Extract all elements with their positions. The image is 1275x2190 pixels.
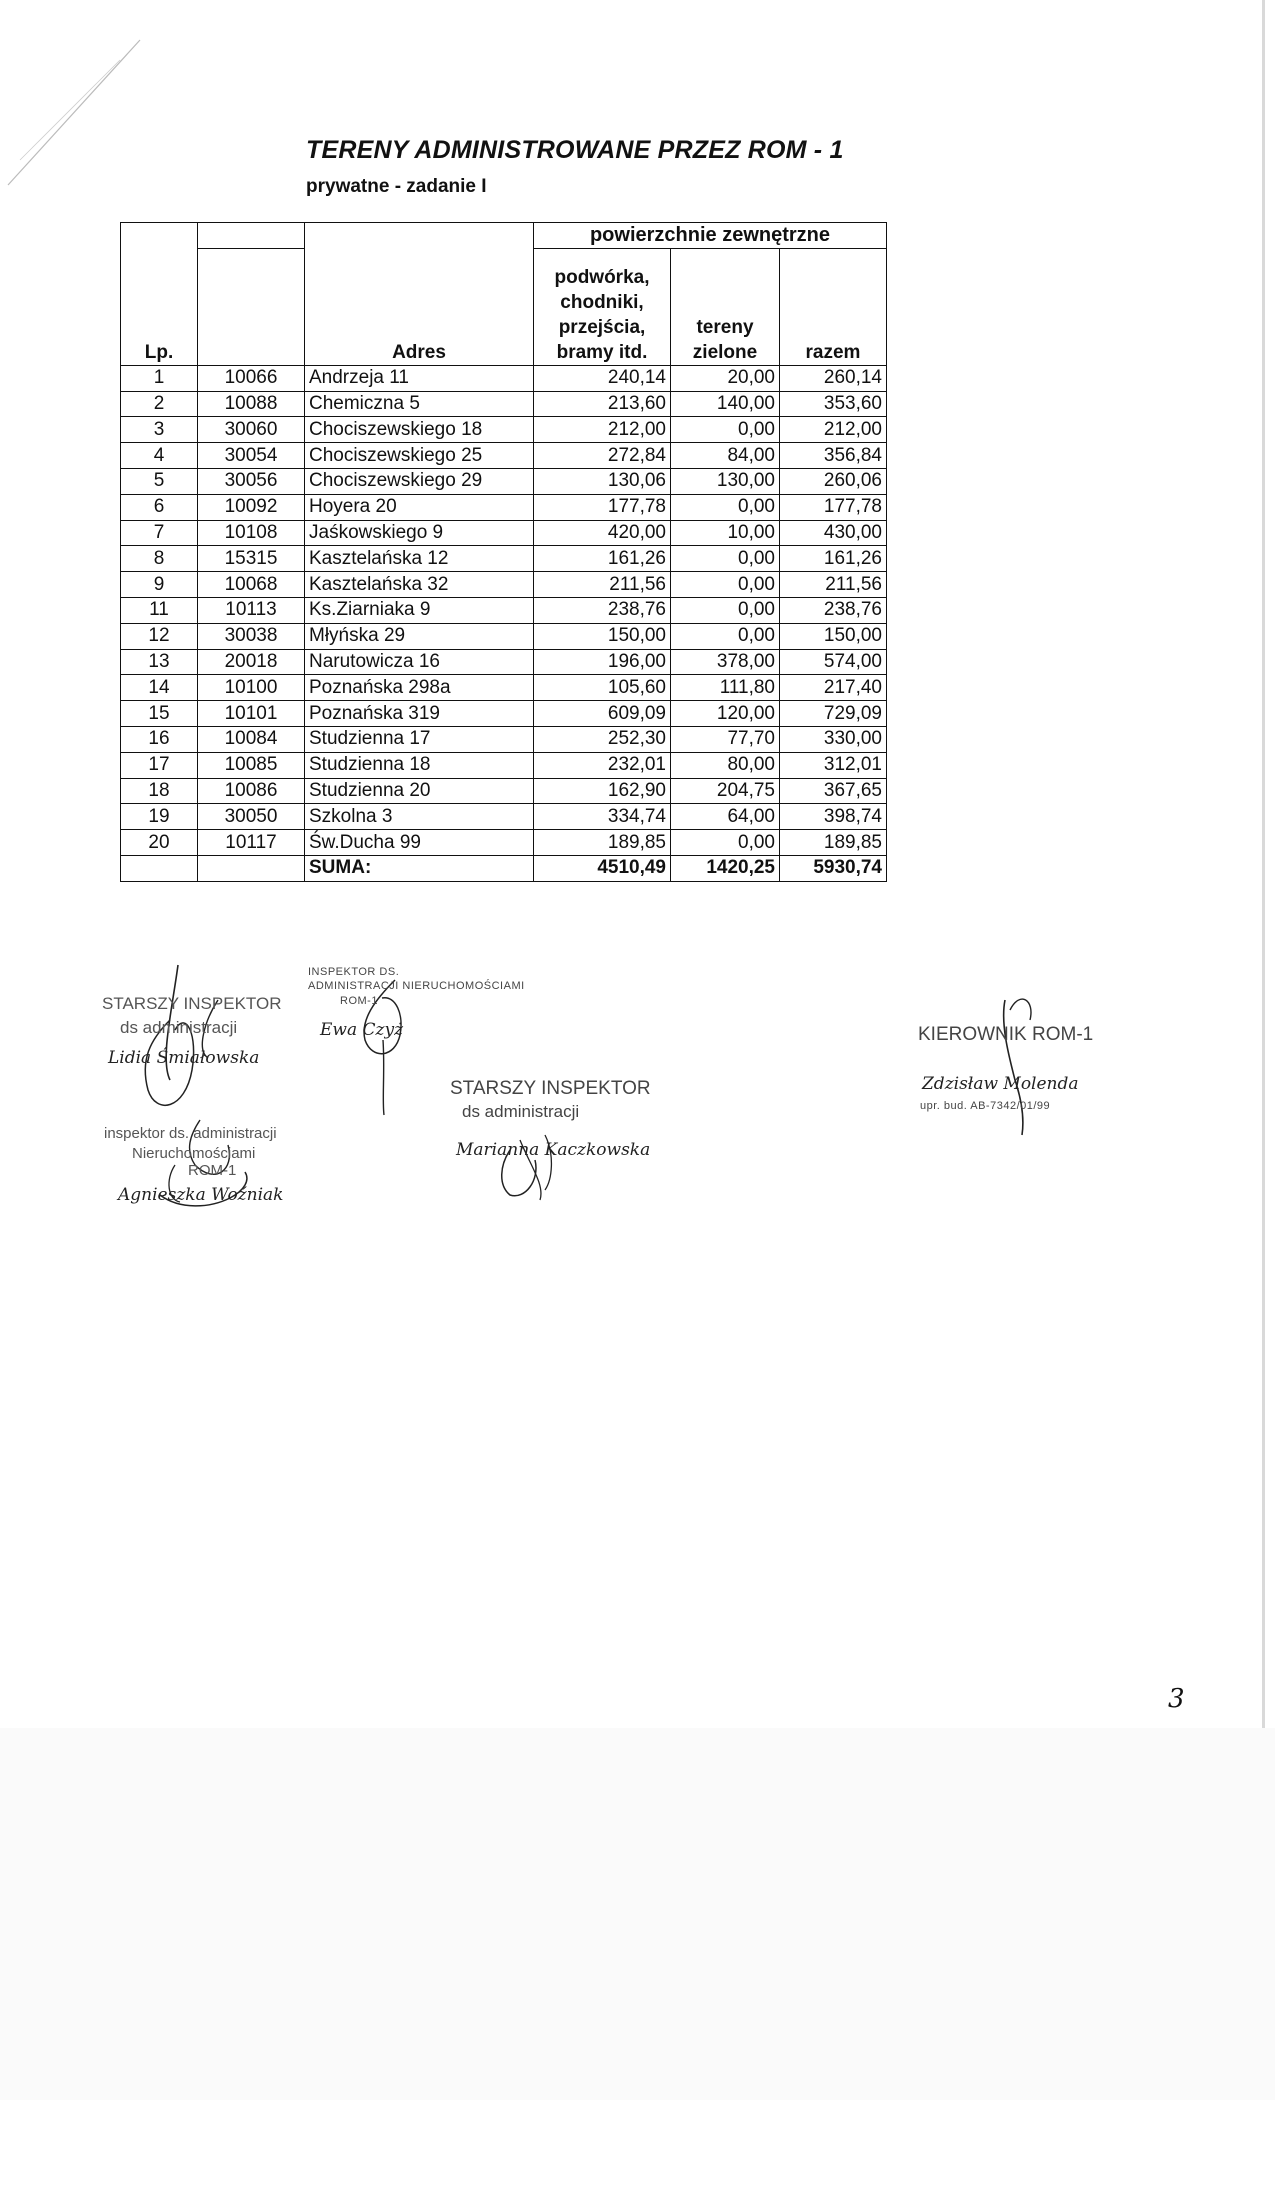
header-code-top <box>198 223 305 249</box>
cell-lp: 2 <box>121 391 198 417</box>
header-code <box>198 248 305 365</box>
cell-adres: Chociszewskiego 25 <box>305 443 534 469</box>
cell-zielone: 120,00 <box>671 701 780 727</box>
cell-razem: 238,76 <box>780 597 887 623</box>
cell-podworka: 162,90 <box>534 778 671 804</box>
cell-razem: 430,00 <box>780 520 887 546</box>
cell-podworka: 272,84 <box>534 443 671 469</box>
cell-zielone: 204,75 <box>671 778 780 804</box>
table-row <box>121 726 887 752</box>
cell-podworka: 252,30 <box>534 726 671 752</box>
cell-zielone: 77,70 <box>671 726 780 752</box>
sum-razem: 5930,74 <box>780 855 887 881</box>
cell-code: 10088 <box>198 391 305 417</box>
cell-adres: Św.Ducha 99 <box>305 830 534 856</box>
cell-podworka: 609,09 <box>534 701 671 727</box>
cell-razem: 729,09 <box>780 701 887 727</box>
cell-lp: 17 <box>121 752 198 778</box>
cell-adres: Chociszewskiego 18 <box>305 417 534 443</box>
stamp5-line3: upr. bud. AB-7342/01/99 <box>920 1100 1051 1112</box>
cell-lp: 14 <box>121 675 198 701</box>
cell-zielone: 10,00 <box>671 520 780 546</box>
cell-code: 30054 <box>198 443 305 469</box>
cell-adres: Szkolna 3 <box>305 804 534 830</box>
cell-zielone: 0,00 <box>671 597 780 623</box>
cell-zielone: 0,00 <box>671 830 780 856</box>
header-razem: razem <box>780 248 887 365</box>
table-row <box>121 597 887 623</box>
cell-code: 30056 <box>198 468 305 494</box>
cell-lp: 13 <box>121 649 198 675</box>
cell-adres: Chemiczna 5 <box>305 391 534 417</box>
stamp3-line1: inspektor ds. administracji <box>104 1125 277 1142</box>
sum-lp <box>121 855 198 881</box>
cell-podworka: 420,00 <box>534 520 671 546</box>
cell-adres: Studzienna 17 <box>305 726 534 752</box>
stamp1-name: Ewa Czyż <box>320 1020 404 1040</box>
cell-adres: Chociszewskiego 29 <box>305 468 534 494</box>
cell-lp: 1 <box>121 365 198 391</box>
table-row <box>121 365 887 391</box>
cell-podworka: 161,26 <box>534 546 671 572</box>
cell-razem: 312,01 <box>780 752 887 778</box>
cell-adres: Jaśkowskiego 9 <box>305 520 534 546</box>
cell-zielone: 0,00 <box>671 494 780 520</box>
cell-zielone: 20,00 <box>671 365 780 391</box>
areas-table <box>120 222 887 882</box>
cell-zielone: 64,00 <box>671 804 780 830</box>
cell-podworka: 177,78 <box>534 494 671 520</box>
cell-lp: 4 <box>121 443 198 469</box>
cell-code: 10084 <box>198 726 305 752</box>
table-row <box>121 494 887 520</box>
cell-podworka: 130,06 <box>534 468 671 494</box>
cell-razem: 367,65 <box>780 778 887 804</box>
stamp4-line1: STARSZY INSPEKTOR <box>450 1078 651 1099</box>
cell-code: 10108 <box>198 520 305 546</box>
cell-podworka: 238,76 <box>534 597 671 623</box>
cell-razem: 189,85 <box>780 830 887 856</box>
cell-code: 15315 <box>198 546 305 572</box>
table-row <box>121 417 887 443</box>
header-adres: Adres <box>305 223 534 366</box>
cell-lp: 5 <box>121 468 198 494</box>
cell-razem: 398,74 <box>780 804 887 830</box>
stamp3-line2: Nieruchomościami <box>132 1145 256 1162</box>
cell-podworka: 240,14 <box>534 365 671 391</box>
cell-zielone: 0,00 <box>671 623 780 649</box>
table-row <box>121 520 887 546</box>
cell-lp: 15 <box>121 701 198 727</box>
cell-code: 10066 <box>198 365 305 391</box>
cell-podworka: 232,01 <box>534 752 671 778</box>
cell-podworka: 196,00 <box>534 649 671 675</box>
stamp2-line1: STARSZY INSPEKTOR <box>102 994 282 1013</box>
header-powierzchnie: powierzchnie zewnętrzne <box>534 223 887 249</box>
cell-razem: 260,14 <box>780 365 887 391</box>
cell-razem: 212,00 <box>780 417 887 443</box>
cell-razem: 356,84 <box>780 443 887 469</box>
stamp4-line2: ds administracji <box>462 1102 580 1121</box>
table-row <box>121 701 887 727</box>
cell-zielone: 140,00 <box>671 391 780 417</box>
cell-razem: 177,78 <box>780 494 887 520</box>
stamp3-name: Agnieszka Woźniak <box>118 1185 284 1205</box>
cell-razem: 217,40 <box>780 675 887 701</box>
cell-razem: 353,60 <box>780 391 887 417</box>
table-row <box>121 778 887 804</box>
stamp1-line1: INSPEKTOR DS. <box>308 966 400 978</box>
cell-lp: 16 <box>121 726 198 752</box>
cell-code: 30060 <box>198 417 305 443</box>
scan-artifact-lines <box>0 0 160 200</box>
sum-zielone: 1420,25 <box>671 855 780 881</box>
table-row <box>121 443 887 469</box>
cell-podworka: 334,74 <box>534 804 671 830</box>
cell-razem: 330,00 <box>780 726 887 752</box>
stamp1-line2: ADMINISTRACJI NIERUCHOMOŚCIAMI <box>308 980 525 992</box>
cell-podworka: 213,60 <box>534 391 671 417</box>
cell-code: 30050 <box>198 804 305 830</box>
table-row <box>121 804 887 830</box>
document-subtitle: prywatne - zadanie I <box>306 176 487 197</box>
cell-podworka: 105,60 <box>534 675 671 701</box>
stamp5-name: Zdzisław Molenda <box>922 1074 1079 1094</box>
stamp5-line1: KIEROWNIK ROM-1 <box>918 1024 1094 1045</box>
header-lp: Lp. <box>121 223 198 366</box>
stamp2-line2: ds administracji <box>120 1018 238 1037</box>
table-row <box>121 391 887 417</box>
cell-adres: Hoyera 20 <box>305 494 534 520</box>
cell-adres: Kasztelańska 32 <box>305 572 534 598</box>
cell-razem: 574,00 <box>780 649 887 675</box>
sum-row <box>121 855 887 881</box>
cell-lp: 18 <box>121 778 198 804</box>
cell-adres: Studzienna 20 <box>305 778 534 804</box>
cell-lp: 20 <box>121 830 198 856</box>
cell-zielone: 0,00 <box>671 546 780 572</box>
cell-code: 10100 <box>198 675 305 701</box>
document-title: TERENY ADMINISTROWANE PRZEZ ROM - 1 <box>306 136 844 164</box>
cell-adres: Andrzeja 11 <box>305 365 534 391</box>
cell-lp: 6 <box>121 494 198 520</box>
cell-code: 10101 <box>198 701 305 727</box>
cell-lp: 12 <box>121 623 198 649</box>
header-podworka: podwórka, chodniki, przejścia, bramy itd. <box>534 248 671 365</box>
cell-lp: 19 <box>121 804 198 830</box>
stamp4-name: Marianna Kaczkowska <box>456 1140 651 1160</box>
cell-zielone: 111,80 <box>671 675 780 701</box>
stamp1-line3: ROM-1 <box>340 995 378 1007</box>
cell-lp: 3 <box>121 417 198 443</box>
table-row <box>121 830 887 856</box>
sum-label: SUMA: <box>305 855 534 881</box>
cell-razem: 150,00 <box>780 623 887 649</box>
cell-razem: 211,56 <box>780 572 887 598</box>
cell-code: 30038 <box>198 623 305 649</box>
table-row <box>121 752 887 778</box>
cell-adres: Poznańska 319 <box>305 701 534 727</box>
cell-zielone: 378,00 <box>671 649 780 675</box>
stamp3-line3: ROM-1 <box>188 1162 237 1179</box>
cell-adres: Narutowicza 16 <box>305 649 534 675</box>
cell-code: 20018 <box>198 649 305 675</box>
cell-lp: 11 <box>121 597 198 623</box>
cell-podworka: 212,00 <box>534 417 671 443</box>
cell-code: 10086 <box>198 778 305 804</box>
table-row <box>121 468 887 494</box>
cell-adres: Studzienna 18 <box>305 752 534 778</box>
sum-podworka: 4510,49 <box>534 855 671 881</box>
cell-lp: 7 <box>121 520 198 546</box>
cell-podworka: 211,56 <box>534 572 671 598</box>
cell-razem: 260,06 <box>780 468 887 494</box>
cell-code: 10068 <box>198 572 305 598</box>
sum-code <box>198 855 305 881</box>
cell-lp: 8 <box>121 546 198 572</box>
cell-zielone: 0,00 <box>671 572 780 598</box>
cell-zielone: 80,00 <box>671 752 780 778</box>
stamp2-name: Lidia Śmiałowska <box>108 1048 260 1068</box>
cell-adres: Ks.Ziarniaka 9 <box>305 597 534 623</box>
cell-zielone: 0,00 <box>671 417 780 443</box>
cell-adres: Kasztelańska 12 <box>305 546 534 572</box>
cell-code: 10092 <box>198 494 305 520</box>
cell-lp: 9 <box>121 572 198 598</box>
cell-code: 10113 <box>198 597 305 623</box>
cell-podworka: 150,00 <box>534 623 671 649</box>
cell-zielone: 84,00 <box>671 443 780 469</box>
cell-podworka: 189,85 <box>534 830 671 856</box>
header-tereny-zielone: tereny zielone <box>671 248 780 365</box>
table-row <box>121 623 887 649</box>
cell-razem: 161,26 <box>780 546 887 572</box>
cell-code: 10085 <box>198 752 305 778</box>
cell-adres: Młyńska 29 <box>305 623 534 649</box>
cell-code: 10117 <box>198 830 305 856</box>
table-row <box>121 675 887 701</box>
page-number: 3 <box>1168 1684 1185 1714</box>
table-row <box>121 546 887 572</box>
table-row <box>121 572 887 598</box>
cell-adres: Poznańska 298a <box>305 675 534 701</box>
table-row <box>121 649 887 675</box>
cell-zielone: 130,00 <box>671 468 780 494</box>
